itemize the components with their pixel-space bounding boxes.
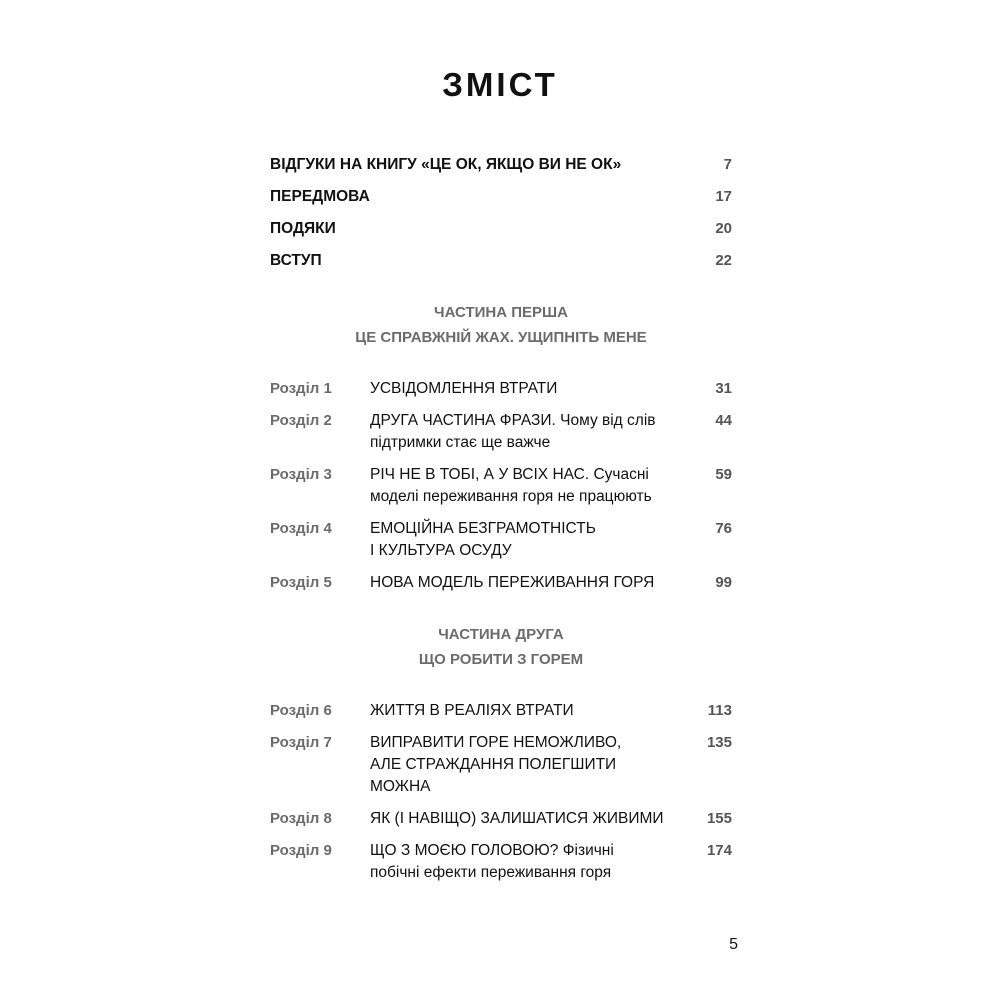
chapter-label: Розділ 2 <box>270 412 332 429</box>
chapter-title: ЖИТТЯ В РЕАЛІЯХ ВТРАТИ <box>370 702 574 719</box>
chapter-title: РІЧ НЕ В ТОБІ, А У ВСІХ НАС. Сучасні моделі переживання горя не працюють <box>370 466 652 505</box>
toc-entry-label: ВІДГУКИ НА КНИГУ «ЦЕ ОК, ЯКЩО ВИ НЕ ОК» <box>270 156 622 173</box>
part-two-heading <box>270 622 732 672</box>
toc-entry-label: ПОДЯКИ <box>270 220 336 237</box>
chapter-row-4[interactable] <box>270 518 732 562</box>
toc-entry-acknowledgements[interactable] <box>270 220 732 252</box>
chapter-page: 44 <box>715 412 732 429</box>
front-matter-list <box>270 156 732 284</box>
chapter-page: 155 <box>706 810 732 827</box>
chapter-label: Розділ 5 <box>270 574 332 591</box>
chapter-row-8[interactable] <box>270 808 732 830</box>
toc-entry-label: ПЕРЕДМОВА <box>270 188 370 205</box>
chapter-title: ЕМОЦІЙНА БЕЗГРАМОТНІСТЬ І КУЛЬТУРА ОСУДУ <box>370 520 596 559</box>
chapter-row-2[interactable] <box>270 410 732 454</box>
chapter-label: Розділ 8 <box>270 810 332 827</box>
chapter-title: ЯК (І НАВІЩО) ЗАЛИШАТИСЯ ЖИВИМИ <box>370 810 664 827</box>
toc-entry-page: 20 <box>715 220 732 237</box>
chapter-label: Розділ 6 <box>270 702 332 719</box>
chapter-label: Розділ 9 <box>270 842 332 859</box>
toc-entry-reviews[interactable] <box>270 156 732 188</box>
chapter-row-6[interactable] <box>270 700 732 722</box>
toc-entry-label: ВСТУП <box>270 252 322 269</box>
chapter-page: 76 <box>715 520 732 537</box>
chapter-row-1[interactable] <box>270 378 732 400</box>
chapter-page: 113 <box>707 702 732 719</box>
chapter-row-7[interactable] <box>270 732 732 798</box>
chapter-page: 135 <box>706 734 732 751</box>
chapter-row-3[interactable] <box>270 464 732 508</box>
chapter-title: УСВІДОМЛЕННЯ ВТРАТИ <box>370 380 558 397</box>
part-title: ЦЕ СПРАВЖНІЙ ЖАХ. УЩИПНІТЬ МЕНЕ <box>355 329 647 346</box>
part-one-heading <box>270 300 732 350</box>
chapter-page: 174 <box>706 842 732 859</box>
part-two-chapters <box>270 700 732 894</box>
toc-entry-introduction[interactable] <box>270 252 732 284</box>
chapter-row-5[interactable] <box>270 572 732 594</box>
part-number: ЧАСТИНА ДРУГА <box>438 626 564 643</box>
chapter-page: 99 <box>715 574 732 591</box>
chapter-label: Розділ 4 <box>270 520 332 537</box>
chapter-page: 31 <box>715 380 732 397</box>
chapter-title: ЩО З МОЄЮ ГОЛОВОЮ? Фізичні побічні ефекти переживання горя <box>370 842 614 881</box>
chapter-page: 59 <box>715 466 732 483</box>
chapter-label: Розділ 3 <box>270 466 332 483</box>
part-title: ЩО РОБИТИ З ГОРЕМ <box>418 651 584 668</box>
chapter-title: НОВА МОДЕЛЬ ПЕРЕЖИВАННЯ ГОРЯ <box>370 574 655 591</box>
part-number: ЧАСТИНА ПЕРША <box>434 304 568 321</box>
page-title: ЗМІСТ <box>442 66 558 103</box>
toc-entry-foreword[interactable] <box>270 188 732 220</box>
chapter-label: Розділ 7 <box>270 734 332 751</box>
chapter-title: ДРУГА ЧАСТИНА ФРАЗИ. Чому від слів підтримки стає ще важче <box>370 412 656 451</box>
chapter-label: Розділ 1 <box>270 380 332 397</box>
part-one-chapters <box>270 378 732 604</box>
toc-entry-page: 22 <box>715 252 732 269</box>
toc-entry-page: 7 <box>723 156 732 173</box>
chapter-title: ВИПРАВИТИ ГОРЕ НЕМОЖЛИВО, АЛЕ СТРАЖДАННЯ ПОЛЕГШИТИ МОЖНА <box>370 734 622 795</box>
page-number: 5 <box>729 936 738 953</box>
chapter-row-9[interactable] <box>270 840 732 884</box>
toc-entry-page: 17 <box>715 188 732 205</box>
